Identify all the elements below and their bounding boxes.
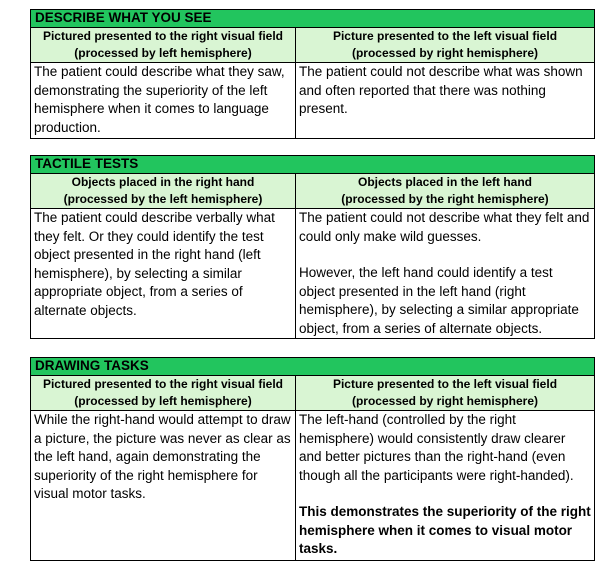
body-paragraph: The patient could not describe what they felt and could only make wild guesses. bbox=[299, 210, 590, 244]
header-line: Objects placed in the left hand bbox=[357, 175, 533, 189]
conclusion-paragraph: This demonstrates the superiority of the right hemisphere when it comes to visual motor tasks. bbox=[299, 504, 591, 556]
left-body-cell bbox=[31, 209, 296, 339]
left-body-cell bbox=[31, 411, 296, 561]
header-line: (processed by left hemisphere) bbox=[74, 394, 252, 408]
section-title: DRAWING TASKS bbox=[31, 358, 595, 376]
tactile-tests-table bbox=[30, 155, 595, 339]
body-paragraph: However, the left hand could identify a test object presented in the left hand (right hemisphere), by selecting a similar appropriate object, from a series of alternate objects. bbox=[299, 265, 579, 336]
right-column-header bbox=[296, 376, 595, 411]
header-line: (processed by right hemisphere) bbox=[351, 46, 539, 60]
right-body-cell bbox=[296, 209, 595, 339]
section-title: DESCRIBE WHAT YOU SEE bbox=[31, 10, 595, 28]
header-line: Pictured presented to the right visual field bbox=[42, 377, 284, 391]
describe-what-you-see-table bbox=[30, 9, 595, 139]
header-line: Picture presented to the left visual field bbox=[332, 29, 558, 43]
header-line: Picture presented to the left visual field bbox=[332, 377, 558, 391]
left-column-header bbox=[31, 174, 296, 209]
left-column-header bbox=[31, 28, 296, 63]
header-line: Pictured presented to the right visual field bbox=[42, 29, 284, 43]
left-column-header bbox=[31, 376, 296, 411]
header-line: Objects placed in the right hand bbox=[71, 175, 255, 189]
body-paragraph: While the right-hand would attempt to draw a picture, the picture was never as clear as the left hand, again demonstrating the superiority of the right hemisphere for visual motor tasks. bbox=[34, 412, 291, 501]
header-line: (processed by left hemisphere) bbox=[74, 46, 252, 60]
body-paragraph: The patient could describe what they saw, demonstrating the superiority of the left hemisphere when it comes to language production. bbox=[34, 64, 285, 135]
section-title: TACTILE TESTS bbox=[31, 156, 595, 174]
header-line: (processed by the right hemisphere) bbox=[341, 192, 549, 206]
right-column-header bbox=[296, 28, 595, 63]
right-column-header bbox=[296, 174, 595, 209]
right-body-cell bbox=[296, 411, 595, 561]
header-line: (processed by right hemisphere) bbox=[351, 394, 539, 408]
left-body-cell bbox=[31, 63, 296, 139]
drawing-tasks-table bbox=[30, 357, 595, 561]
body-paragraph: The left-hand (controlled by the right hemisphere) would consistently draw clearer and better pictures than the right-hand (even though all the participants were right-handed). bbox=[299, 412, 574, 483]
body-paragraph: The patient could describe verbally what they felt. Or they could identify the test object presented in the right hand (left hemisphere), by selecting a similar appropriate object, from a series of alternate objects. bbox=[34, 210, 275, 318]
header-line: (processed by the left hemisphere) bbox=[63, 192, 263, 206]
right-body-cell bbox=[296, 63, 595, 139]
body-paragraph: The patient could not describe what was shown and often reported that there was nothing present. bbox=[299, 64, 583, 116]
